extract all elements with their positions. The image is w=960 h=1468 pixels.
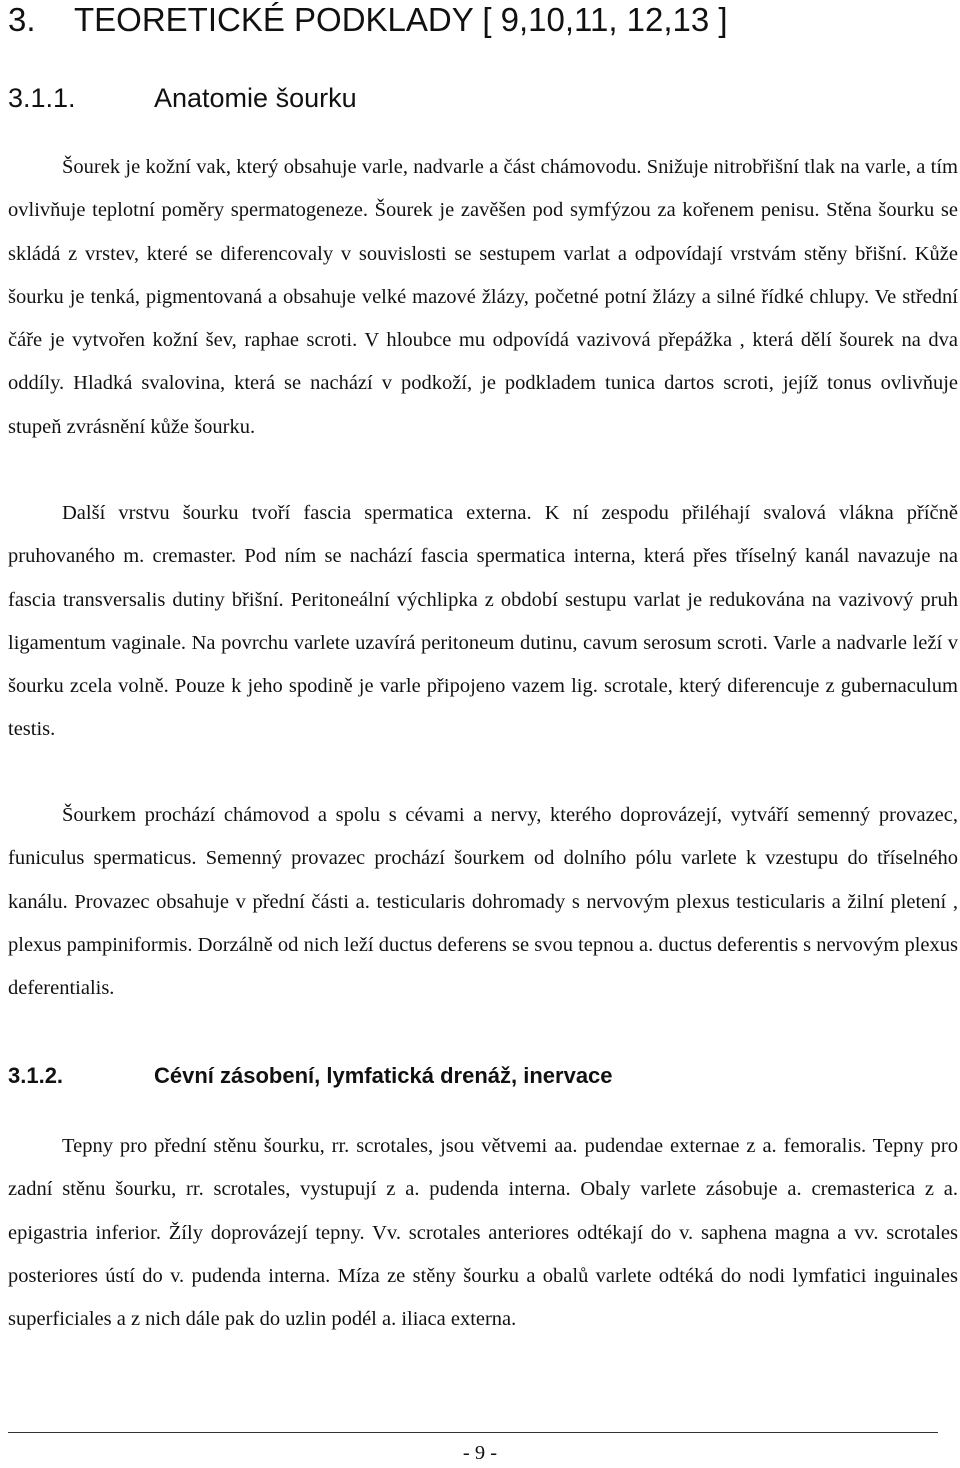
section-heading-anatomy — [8, 80, 948, 116]
section-title: Cévní zásobení, lymfatická drenáž, inervace — [154, 1063, 613, 1088]
chapter-number: 3. — [8, 1, 36, 38]
page-number: - 9 - — [462, 1442, 498, 1464]
section-number: 3.1.1. — [8, 83, 76, 113]
footer-divider — [8, 1432, 938, 1433]
paragraph-anatomy-1: Šourek je kožní vak, který obsahuje varle, nadvarle a část chámovodu. Snižuje nitrobřišní tlak na varle, a tím ovlivňuje teplotní poměry spermatogeneze. Šourek je zavěšen pod symfýzou za kořenem penisu. Stěna šourku se skládá z vrstev, které se diferencovaly v souvislosti se sestupem varlat a odpovídají vrstvám stěny břišní. Kůže šourku je tenká, pigmentovaná a obsahuje velké mazové žlázy, početné potní žlázy a silné řídké chlupy. Ve střední čáře je vytvořen kožní šev, raphae scroti. V hloubce mu odpovídá vazivová přepážka , která dělí šourek na dva oddíly. Hladká svalovina, která se nachází v podkoží, je podkladem tunica dartos scroti, jejíž tonus ovlivňuje stupeň zvrásnění kůže šourku. — [8, 156, 958, 438]
section-number: 3.1.2. — [8, 1063, 64, 1088]
section-title: Anatomie šourku — [154, 83, 357, 113]
chapter-title: TEORETICKÉ PODKLADY [ 9,10,11, 12,13 ] — [74, 1, 728, 38]
chapter-heading — [8, 0, 948, 40]
paragraph-vascular-1: Tepny pro přední stěnu šourku, rr. scrotales, jsou větvemi aa. pudendae externae z a. femoralis. Tepny pro zadní stěnu šourku, rr. scrotales, vystupují z a. pudenda interna. Obaly varlete zásobuje a. cremasterica z a. epigastria inferior. Žíly doprovázejí tepny. Vv. scrotales anteriores odtékají do v. saphena magna a vv. scrotales posteriores ústí do v. pudenda interna. Míza ze stěny šourku a obalů varlete odtéká do nodi lymfatici inguinales superficiales a z nich dále pak do uzlin podél a. iliaca externa. — [8, 1135, 958, 1331]
paragraph-anatomy-2: Další vrstvu šourku tvoří fascia spermatica externa. K ní zespodu přiléhají svalová vlákna příčně pruhovaného m. cremaster. Pod ním se nachází fascia spermatica interna, která přes tříselný kanál navazuje na fascia transversalis dutiny břišní. Peritoneální výchlipka z období sestupu varlat je redukována na vazivový pruh ligamentum vaginale. Na povrchu varlete uzavírá peritoneum dutinu, cavum serosum scroti. Varle a nadvarle leží v šourku zcela volně. Pouze k jeho spodině je varle připojeno vazem lig. scrotale, který diferencuje z gubernaculum testis. — [8, 502, 958, 741]
section-heading-vascular — [8, 1060, 948, 1092]
paragraph-anatomy-3: Šourkem prochází chámovod a spolu s cévami a nervy, kterého doprovázejí, vytváří semenný provazec, funiculus spermaticus. Semenný provazec prochází šourkem od dolního pólu varlete k vzestupu do tříselného kanálu. Provazec obsahuje v přední části a. testicularis dohromady s nervovým plexus testicularis a žilní pletení , plexus pampiniformis. Dorzálně od nich leží ductus deferens se svou tepnou a. ductus deferentis s nervovým plexus deferentialis. — [8, 804, 958, 1000]
